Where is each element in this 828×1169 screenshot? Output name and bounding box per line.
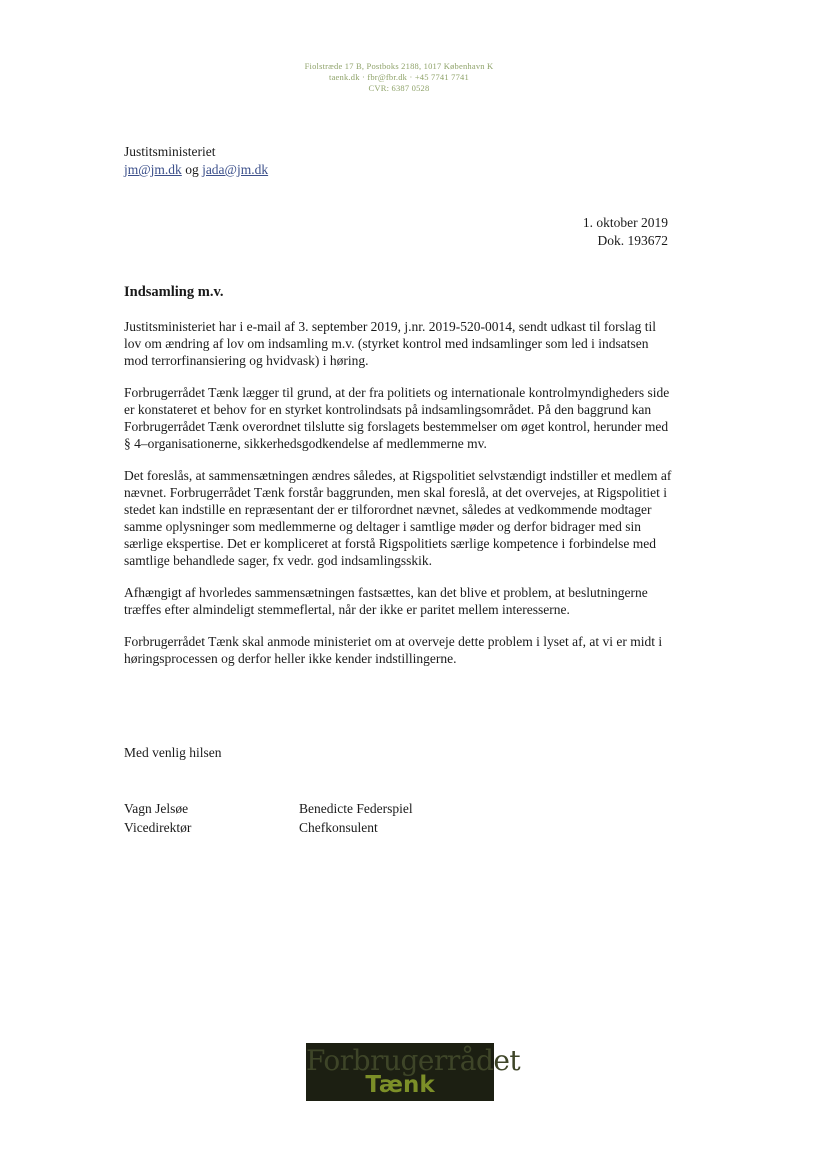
signatory-1-title: Vicedirektør <box>124 820 192 835</box>
body-paragraph-5: Forbrugerrådet Tænk skal anmode ministeriet om at overveje dette problem i lyset af, at vi er midt i høringsprocessen og derfor heller ikke kender indstillingerne. <box>124 634 663 666</box>
document-reference: Dok. 193672 <box>597 233 668 248</box>
logo-line-1: Forbrugerrådet <box>306 1044 521 1077</box>
recipient-conjunction: og <box>181 162 203 177</box>
signatory-1 <box>124 799 191 837</box>
recipient-emails <box>124 161 268 179</box>
body-paragraph-4: Afhængigt af hvorledes sammensætningen fastsættes, kan det blive et problem, at beslutningerne træffes efter almindeligt stemmeflertal, når der ikke er paritet mellem interesserne. <box>124 585 648 617</box>
forbrugerraadet-taenk-logo <box>306 1043 521 1101</box>
letter-body <box>124 318 674 682</box>
date-block <box>583 214 668 250</box>
recipient-name: Justitsministeriet <box>124 144 216 159</box>
signatory-2-title: Chefkonsulent <box>299 820 378 835</box>
signatory-1-name: Vagn Jelsøe <box>124 801 189 816</box>
body-paragraph-1: Justitsministeriet har i e-mail af 3. september 2019, j.nr. 2019-520-0014, sendt udkast til forslag til lov om ændring af lov om indsamling m.v. (styrket kontrol med indsamlinger som led i indsatsen mod terrorfinansiering og hvidvask) i høring. <box>124 319 657 368</box>
body-paragraph-2: Forbrugerrådet Tænk lægger til grund, at der fra politiets og internationale kontrolmyndigheders side er konstateret et behov for en styrket kontrolindsats på indsamlingsområdet. På den baggrund kan Forbrugerrådet Tænk overordnet tilslutte sig forslagets bestemmelser om øget kontrol, herunder med § 4–organisationerne, sikkerhedsgodkendelse af medlemmerne mv. <box>124 385 670 451</box>
body-paragraph-3: Det foreslås, at sammensætningen ændres således, at Rigspolitiet selvstændigt indstiller et medlem af nævnet. Forbrugerrådet Tænk forstår baggrunden, men skal foreslå, at det overvejes, at Rigspolitiet i stedet kan indstille en repræsentant der er tilforordnet nævnet, således at vedkommende modtager samme oplysninger som medlemmerne og deltager i samtlige møder og derfor bidrager med sin særlige ekspertise. Det er kompliceret at forstå Rigspolitiets særlige kompetence i forbindelse med samtlige behandlede sager, fx vedr. god indsamlingsskik. <box>124 468 672 568</box>
logo-line-2: Tænk <box>365 1072 435 1098</box>
letterhead-contact: taenk.dk · fbr@fbr.dk · +45 7741 7741 <box>329 72 469 82</box>
signatory-2-name: Benedicte Federspiel <box>299 801 413 816</box>
signatory-2 <box>299 799 413 837</box>
letterhead-address: Fiolstræde 17 B, Postboks 2188, 1017 København K <box>304 61 494 71</box>
recipient-email-link-2[interactable]: jada@jm.dk <box>202 162 269 177</box>
letterhead-cvr: CVR: 6387 0528 <box>368 83 430 93</box>
letterhead <box>0 61 798 94</box>
recipient-email-link-1[interactable]: jm@jm.dk <box>124 162 182 177</box>
closing-greeting: Med venlig hilsen <box>124 745 222 760</box>
letter-date: 1. oktober 2019 <box>582 215 668 230</box>
letter-subject: Indsamling m.v. <box>124 284 224 300</box>
recipient-block <box>124 143 268 179</box>
